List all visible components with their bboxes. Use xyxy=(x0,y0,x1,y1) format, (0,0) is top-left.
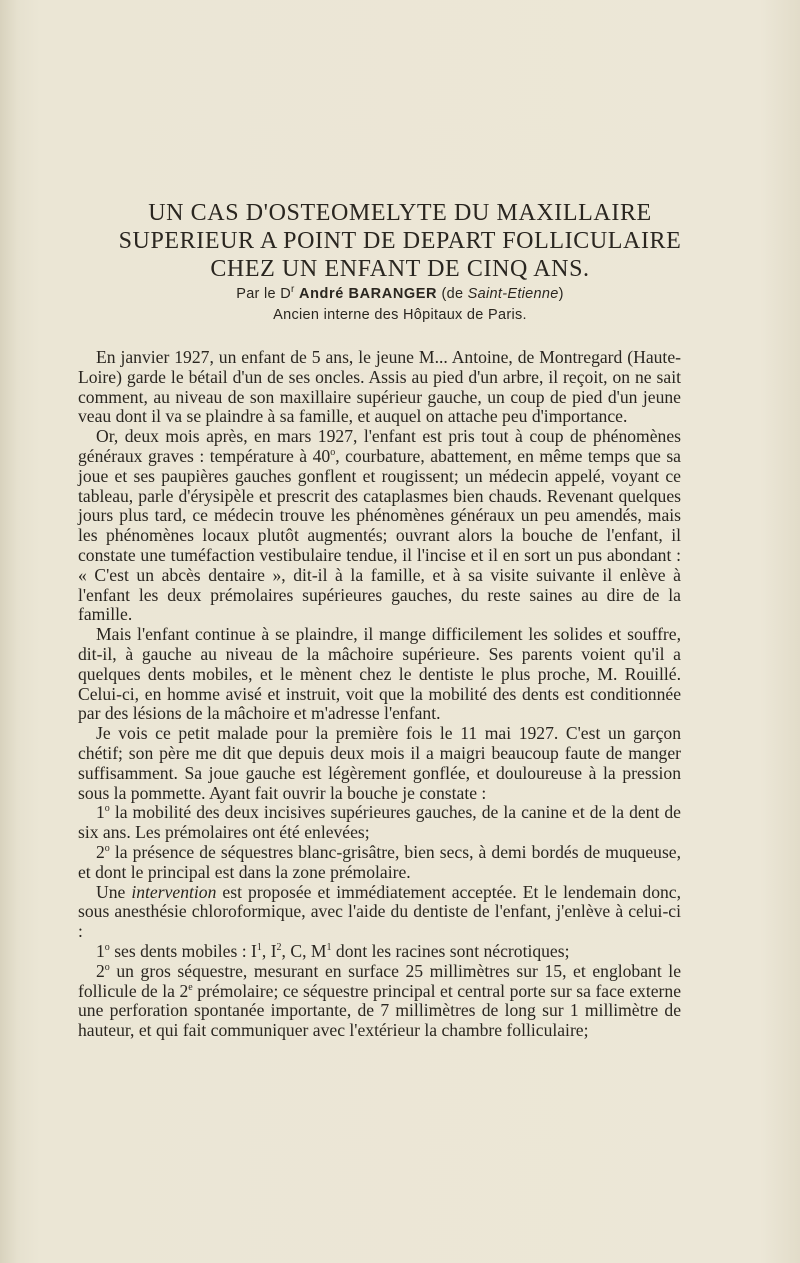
title-line-1: UN CAS D'OSTEOMELYTE DU MAXILLAIRE xyxy=(148,200,652,226)
removal-2-text-b: prémolaire; ce séquestre principal et central porte sur sa face externe une perforation spontanée importante, de 7 millimètres de long sur 1 millimètre de hauteur, et qui fait communiquer avec l'extérieur la chambre folliculaire; xyxy=(78,980,682,1041)
removal-1-text-b: , I xyxy=(261,940,277,961)
paragraph-1: En janvier 1927, un enfant de 5 ans, le jeune M... Antoine, de Montregard (Haute-Loire) garde le bétail d'un de ses oncles. Assis au pied d'un arbre, il reçoit, on ne sait comment, au niveau de son maxillaire supérieur gauche, un coup de pied d'un jeune veau dont il va se plaindre à sa famille, et auquel on attache peu d'importance. xyxy=(78,347,681,427)
author-byline xyxy=(80,284,720,326)
paragraph-3: Mais l'enfant continue à se plaindre, il mange difficilement les solides et souffre, dit-il, à gauche au niveau de la mâchoire supérieure. Ses parents voient qu'il a quelques dents mobiles, et le mènent chez le dentiste le plus proche, M. Rouillé. Celui-ci, en homme avisé et instruit, voit que la mobilité des dents est conditionnée par des lésions de la mâchoire et m'adresse l'enfant. xyxy=(78,624,681,724)
finding-2-text: la présence de séquestres blanc-grisâtre, bien secs, à demi bordés de muqueuse, et dont le principal est dans la zone prémolaire. xyxy=(78,841,681,882)
place-open: (de xyxy=(441,286,464,302)
place-name: Saint-Etienne xyxy=(467,286,559,302)
finding-2-num: 2 xyxy=(96,841,105,862)
finding-2-deg: o xyxy=(104,843,110,855)
removal-2-text-a: un gros séquestre, mesurant en surface 25 millimètres sur 15, et englobant le follicule de la 2 xyxy=(78,960,681,1001)
paragraph-7 xyxy=(78,883,681,942)
removal-2-deg: o xyxy=(104,961,110,973)
author-name: André BARANGER xyxy=(299,286,438,302)
removal-1-text-c: , C, M xyxy=(281,940,327,961)
finding-1 xyxy=(78,803,681,843)
paragraph-4: Je vois ce petit malade pour la première fois le 11 mai 1927. C'est un garçon chétif; son père me dit que depuis deux mois il a maigri beaucoup faute de manger suffisamment. Sa joue gauche est légèrement gonflée, et douloureuse à la pression sous la pommette. Ayant fait ouvrir la bouche je constate : xyxy=(78,723,681,803)
removal-1-sup-3: 1 xyxy=(326,942,332,954)
paragraph-2 xyxy=(78,427,681,625)
byline-prefix: Par le xyxy=(236,286,276,302)
removal-1-sup-2: 2 xyxy=(276,942,282,954)
p2-part-b: , courbature, abattement, en même temps que sa joue et ses paupières gauches gonflent et rougissent; un médecin appelé, voyant ce tableau, parle d'érysipèle et prescrit des cataplasmes bien chauds. Revenant quelques jours plus tard, ce médecin trouve les phénomènes généraux un peu amendés, mais les phénomènes locaux plutôt augmentés; ouvrant alors la bouche de l'enfant, il constate une tuméfaction vestibulaire tendue, il l'incise et il en sort un pus abondant : « C'est un abcès dentaire », dit-il à la famille, et à sa visite suivante il enlève à l'enfant les deux prémolaires supérieures gauches, du reste saines au dire de la famille. xyxy=(78,445,681,625)
article-body xyxy=(78,348,681,1041)
removal-1-num: 1 xyxy=(96,940,105,961)
removal-1-deg: o xyxy=(104,942,110,954)
article-title xyxy=(80,199,720,283)
p7-part-b: est proposée et immédiatement acceptée. Et le lendemain donc, sous anesthésie chloroformique, avec l'aide du dentiste de l'enfant, j'enlève à celui-ci : xyxy=(78,881,682,942)
removal-2-num: 2 xyxy=(96,960,105,981)
author-place xyxy=(441,286,563,302)
doctor-abbr: D xyxy=(280,286,292,302)
p7-emphasis: intervention xyxy=(131,881,217,902)
doctor-title xyxy=(280,286,294,302)
place-close: ) xyxy=(558,286,564,302)
removal-1 xyxy=(78,942,681,962)
p2-degree: o xyxy=(330,447,336,459)
finding-1-text: la mobilité des deux incisives supérieures gauches, de la canine et de la dent de six ans. Les prémolaires ont été enlevées; xyxy=(78,802,681,843)
title-line-2: SUPERIEUR A POINT DE DEPART FOLLICULAIRE xyxy=(118,228,682,254)
removal-2 xyxy=(78,962,681,1041)
removal-1-sup-1: 1 xyxy=(256,942,262,954)
p2-part-a: Or, deux mois après, en mars 1927, l'enfant est pris tout à coup de phénomènes généraux graves : température à 40 xyxy=(78,426,681,466)
finding-2 xyxy=(78,843,681,883)
p7-part-a: Une xyxy=(96,881,132,902)
finding-1-deg: o xyxy=(104,803,110,815)
removal-1-text-a: ses dents mobiles : I xyxy=(109,940,257,961)
removal-2-sup: e xyxy=(188,981,193,993)
title-line-3: CHEZ UN ENFANT DE CINQ ANS. xyxy=(210,256,590,282)
finding-1-num: 1 xyxy=(96,802,105,823)
author-credentials: Ancien interne des Hôpitaux de Paris. xyxy=(273,307,527,323)
removal-1-text-d: dont les racines sont nécrotiques; xyxy=(331,940,570,961)
author-line xyxy=(80,284,720,305)
doctor-abbr-sup: r xyxy=(291,284,295,296)
